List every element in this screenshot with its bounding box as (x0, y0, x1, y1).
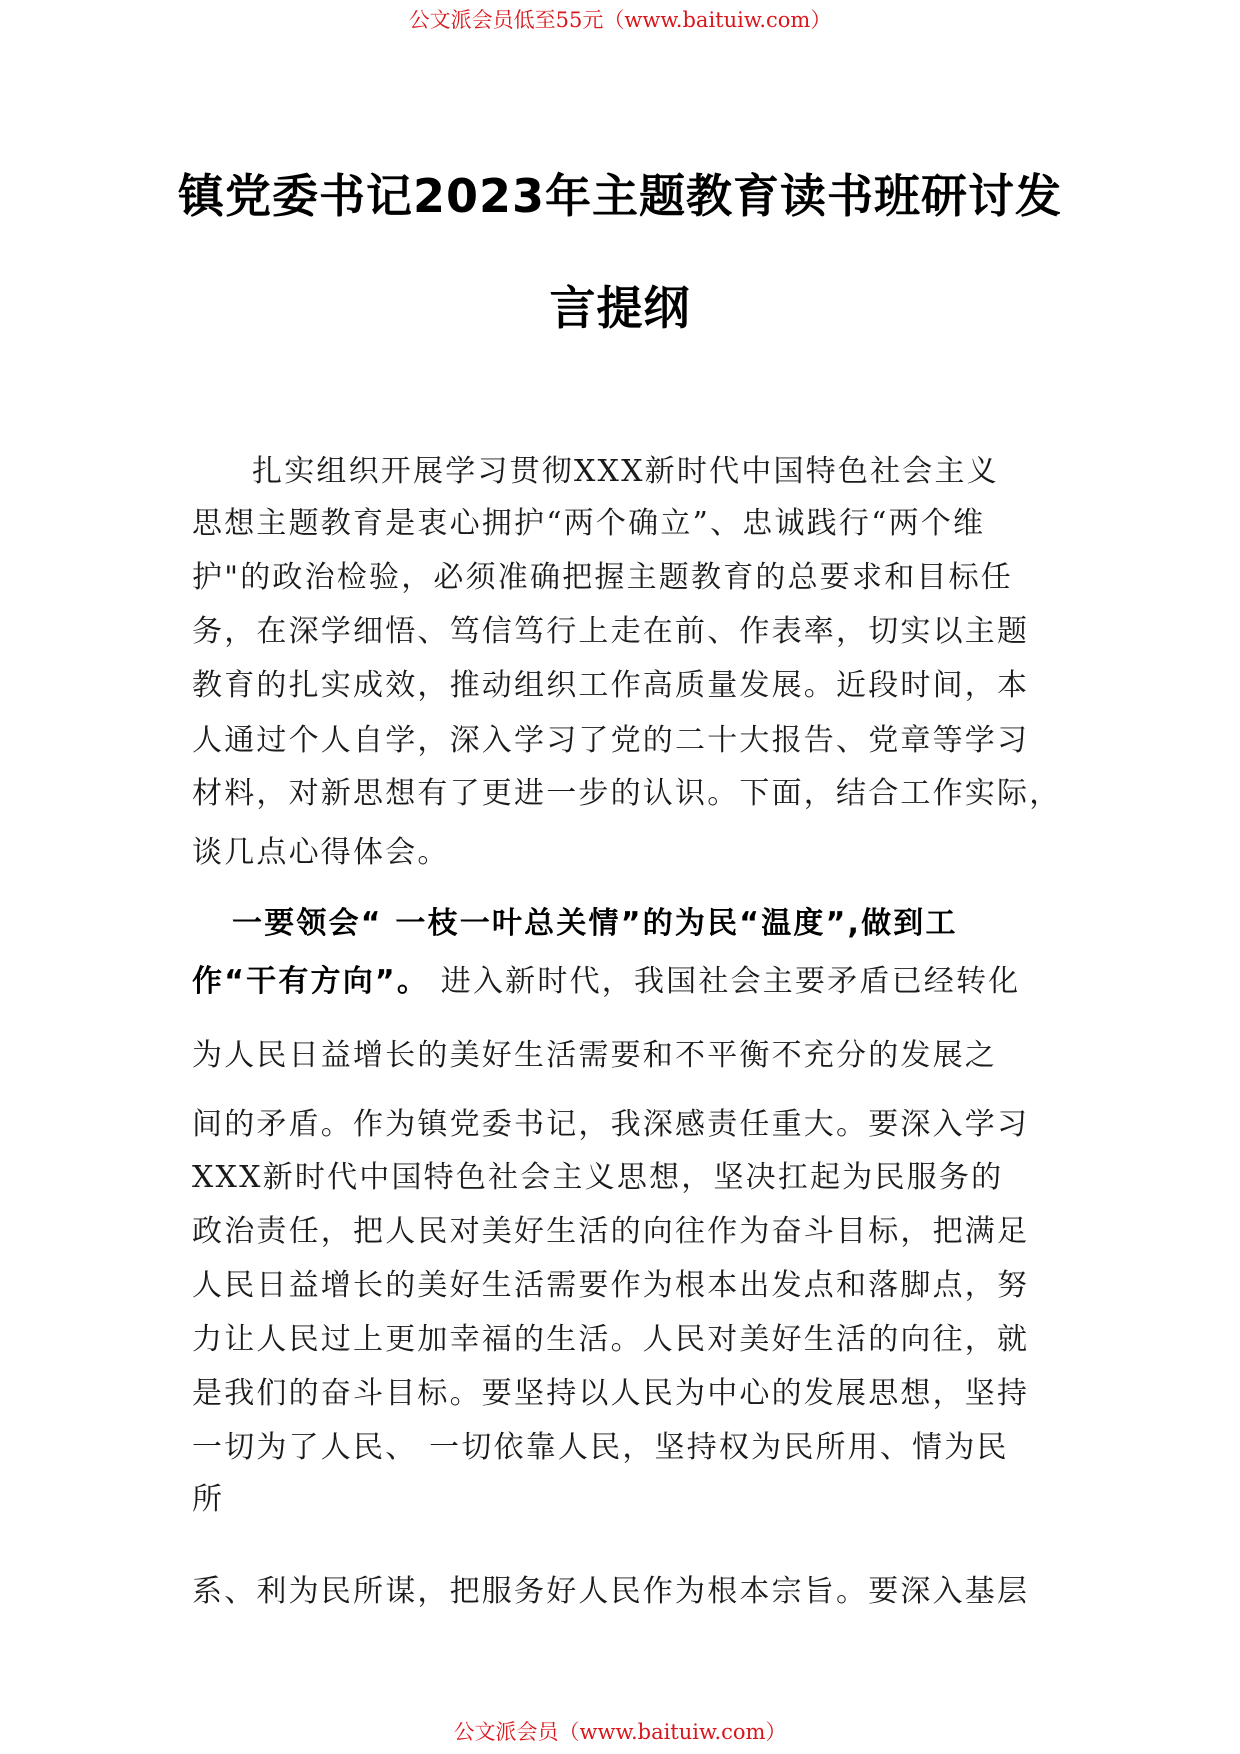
paragraph-line: 扎实组织开展学习贯彻XXX新时代中国特色社会主义 (252, 454, 999, 489)
document-title-line-1: 镇党委书记2023年主题教育读书班研讨发 (177, 169, 1063, 223)
footer-watermark: 公文派会员（www.baituiw.com） (453, 1720, 787, 1744)
paragraph-line: 教育的扎实成效，推动组织工作高质量发展。近段时间，本 (192, 668, 1030, 703)
paragraph-line: 人民日益增长的美好生活需要作为根本出发点和落脚点，努 (192, 1268, 1030, 1303)
paragraph-line: 一切为了人民、 一切依靠人民，坚持权为民所用、情为民 (192, 1430, 1009, 1465)
paragraph-line: 为人民日益增长的美好生活需要和不平衡不充分的发展之 (192, 1038, 997, 1073)
paragraph-line: 力让人民过上更加幸福的生活。人民对美好生活的向往，就 (192, 1322, 1030, 1357)
header-watermark: 公文派会员低至55元（www.baituiw.com） (408, 8, 832, 32)
paragraph-line: XXX新时代中国特色社会主义思想，坚决扛起为民服务的 (192, 1160, 1004, 1195)
paragraph-line: 务，在深学细悟、笃信笃行上走在前、作表率，切实以主题 (192, 614, 1030, 649)
paragraph-line: 是我们的奋斗目标。要坚持以人民为中心的发展思想，坚持 (192, 1376, 1030, 1411)
paragraph-line: 护"的政治检验，必须准确把握主题教育的总要求和目标任 (192, 560, 1013, 595)
paragraph-line: 系、利为民所谋，把服务好人民作为根本宗旨。要深入基层 (192, 1574, 1030, 1609)
paragraph-text: 进入新时代，我国社会主要矛盾已经转化 (429, 964, 1021, 999)
paragraph-line: 人通过个人自学，深入学习了党的二十大报告、党章等学习 (192, 723, 1030, 758)
paragraph-line: 谈几点心得体会。 (192, 835, 450, 870)
paragraph-line: 政治责任，把人民对美好生活的向往作为奋斗目标，把满足 (192, 1214, 1030, 1249)
paragraph-line: 间的矛盾。作为镇党委书记，我深感责任重大。要深入学习 (192, 1107, 1030, 1142)
section-heading-line (192, 956, 1020, 1000)
document-title-line-2: 言提纲 (549, 281, 691, 335)
paragraph-line: 所 (192, 1482, 225, 1517)
paragraph-line: 思想主题教育是衷心拥护“两个确立”、忠诚践行“两个维 (192, 506, 986, 541)
paragraph-line: 材料，对新思想有了更进一步的认识。下面，结合工作实际， (192, 776, 1062, 811)
section-heading: 一要领会“ 一枝一叶总关情”的为民“温度”,做到工 (232, 906, 958, 941)
section-heading-end: 作“干有方向”。 (192, 964, 430, 999)
